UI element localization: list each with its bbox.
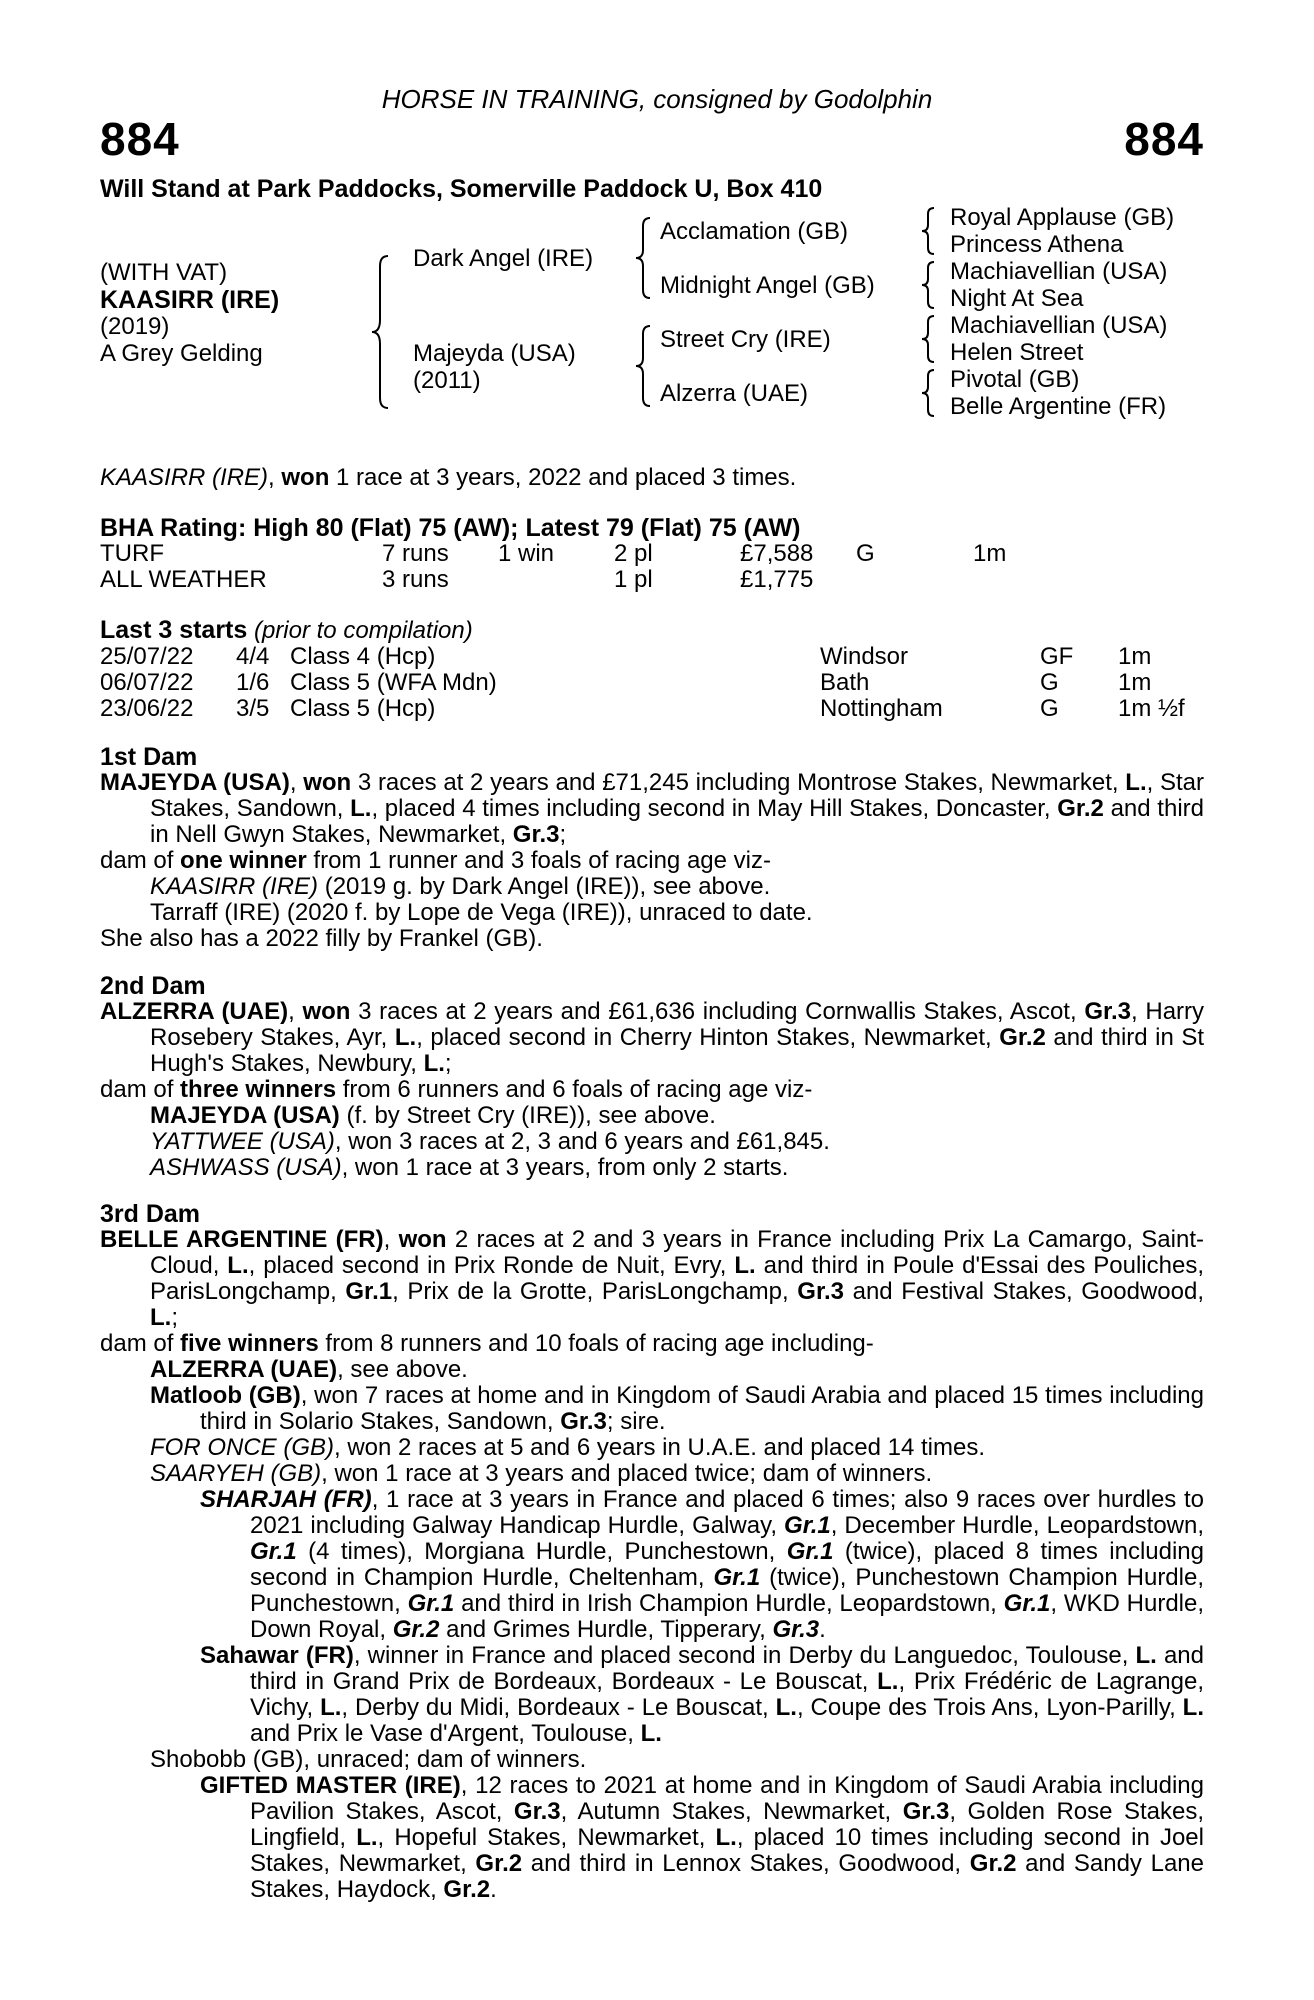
rating-title: BHA Rating: High 80 (Flat) 75 (AW); Latest 79 (Flat) 75 (AW) <box>100 514 801 542</box>
last-starts-heading <box>100 617 1204 644</box>
progeny-item: ALZERRA (UAE), see above. <box>150 1356 468 1383</box>
pedigree-brace-g4-4 <box>920 368 938 418</box>
progeny-item: SAARYEH (GB), won 1 race at 3 years and placed twice; dam of winners. <box>150 1460 933 1487</box>
stand-location: Will Stand at Park Paddocks, Somerville Paddock U, Box 410 <box>100 175 823 203</box>
pedigree-dam-dam: Alzerra (UAE) <box>660 380 809 407</box>
start-going: GF <box>1040 643 1074 670</box>
progeny-item: Tarraff (IRE) (2020 f. by Lope de Vega (IRE)), unraced to date. <box>150 899 813 926</box>
lot-number-right: 884 <box>1124 113 1204 165</box>
start-race: Class 4 (Hcp) <box>290 643 436 670</box>
rating-placed: 1 pl <box>614 566 653 593</box>
vat-label: (WITH VAT) <box>100 259 228 286</box>
progeny-item: MAJEYDA (USA) (f. by Street Cry (IRE)), see above. <box>150 1102 716 1129</box>
second-dam-heading: 2nd Dam <box>100 972 206 1000</box>
pedigree-dam-sire: Street Cry (IRE) <box>660 326 831 353</box>
start-row <box>100 670 1204 696</box>
start-course: Nottingham <box>820 695 943 722</box>
first-dam-heading: 1st Dam <box>100 743 198 771</box>
grand-progeny-item: GIFTED MASTER (IRE), 12 races to 2021 at home and in Kingdom of Saudi Arabia including Pavilion Stakes, Ascot, Gr.3, Autumn Stakes, Newmarket, Gr.3, Golden Rose Stakes, Lingfield, L., Hopeful Stakes, Newmarket, L., placed 10 times including second in Joel Stakes, Newmarket, Gr.2 and third in Lennox Stakes, Goodwood, Gr.2 and Sandy Lane Stakes, Haydock, Gr.2. <box>200 1772 1205 1903</box>
start-going: G <box>1040 669 1059 696</box>
progeny-item: KAASIRR (IRE) (2019 g. by Dark Angel (IRE)), see above. <box>150 873 771 900</box>
progeny-item: YATTWEE (USA), won 3 races at 2, 3 and 6 years and £61,845. <box>150 1128 830 1155</box>
start-going: G <box>1040 695 1059 722</box>
start-race: Class 5 (WFA Mdn) <box>290 669 497 696</box>
first-dam-section <box>100 744 1204 952</box>
horse-description: A Grey Gelding <box>100 340 263 367</box>
last-starts-note: (prior to compilation) <box>247 617 473 644</box>
rating-going: G <box>856 540 875 567</box>
start-date: 06/07/22 <box>100 669 194 696</box>
rating-row <box>100 541 1204 567</box>
rating-section <box>100 515 1204 593</box>
progeny-item: ASHWASS (USA), won 1 race at 3 years, from only 2 starts. <box>150 1154 789 1181</box>
pedigree-brace-dam <box>634 324 654 408</box>
pedigree-g4-6: Helen Street <box>950 339 1084 366</box>
pedigree-g4-7: Pivotal (GB) <box>950 366 1080 393</box>
start-distance: 1m ½f <box>1118 695 1185 722</box>
summary-won: won <box>281 464 330 491</box>
start-date: 25/07/22 <box>100 643 194 670</box>
third-dam-record: BELLE ARGENTINE (FR), won 2 races at 2 and 3 years in France including Prix La Camargo, Saint-Cloud, L., placed second in Prix Ronde de Nuit, Evry, L. and third in Poule d'Essai des Pouliches, ParisLongchamp, Gr.1, Prix de la Grotte, ParisLongchamp, Gr.3 and Festival Stakes, Goodwood, L.; <box>100 1226 1204 1331</box>
start-race: Class 5 (Hcp) <box>290 695 436 722</box>
pedigree-sire-sire: Acclamation (GB) <box>660 218 849 245</box>
third-dam-heading: 3rd Dam <box>100 1200 201 1228</box>
pedigree-g4-1: Royal Applause (GB) <box>950 204 1175 231</box>
start-course: Windsor <box>820 643 909 670</box>
pedigree-g4-4: Night At Sea <box>950 285 1084 312</box>
rating-distance: 1m <box>973 540 1007 567</box>
second-dam-progeny-intro: dam of three winners from 6 runners and 6 foals of racing age viz- <box>100 1076 813 1103</box>
rating-wins: 1 win <box>498 540 555 567</box>
start-course: Bath <box>820 669 870 696</box>
rating-runs: 3 runs <box>382 566 449 593</box>
start-distance: 1m <box>1118 643 1152 670</box>
pedigree-g4-8: Belle Argentine (FR) <box>950 393 1167 420</box>
pedigree-g4-3: Machiavellian (USA) <box>950 258 1168 285</box>
grand-progeny-item: Sahawar (FR), winner in France and placed second in Derby du Languedoc, Toulouse, L. and third in Grand Prix de Bordeaux, Bordeaux - Le Bouscat, L., Prix Frédéric de Lagrange, Vichy, L., Derby du Midi, Bordeaux - Le Bouscat, L., Coupe des Trois Ans, Lyon-Parilly, L. and Prix le Vase d'Argent, Toulouse, L. <box>200 1642 1205 1747</box>
progeny-item: Shobobb (GB), unraced; dam of winners. <box>150 1746 587 1773</box>
start-row <box>100 696 1204 722</box>
second-dam-record: ALZERRA (UAE), won 3 races at 2 years and £61,636 including Cornwallis Stakes, Ascot, Gr.3, Harry Rosebery Stakes, Ayr, L., placed second in Cherry Hinton Stakes, Newmarket, Gr.2 and third in St Hugh's Stakes, Newbury, L.; <box>100 998 1205 1077</box>
horse-name: KAASIRR (IRE) <box>100 286 280 314</box>
pedigree-brace-main <box>370 254 394 410</box>
pedigree-brace-g4-3 <box>920 314 938 364</box>
progeny-item: Matloob (GB), won 7 races at home and in Kingdom of Saudi Arabia and placed 15 times including third in Solario Stakes, Sandown, Gr.3; sire. <box>150 1382 1204 1435</box>
rating-prize: £1,775 <box>740 566 814 593</box>
rating-placed: 2 pl <box>614 540 653 567</box>
start-distance: 1m <box>1118 669 1152 696</box>
summary-horse-name: KAASIRR (IRE) <box>100 464 269 491</box>
grand-progeny-item: SHARJAH (FR), 1 race at 3 years in France and placed 6 times; also 9 races over hurdles to 2021 including Galway Handicap Hurdle, Galway, Gr.1, December Hurdle, Leopardstown, Gr.1 (4 times), Morgiana Hurdle, Punchestown, Gr.1 (twice), placed 8 times including second in Champion Hurdle, Cheltenham, Gr.1 (twice), Punchestown Champion Hurdle, Punchestown, Gr.1 and third in Irish Champion Hurdle, Leopardstown, Gr.1, WKD Hurdle, Down Royal, Gr.2 and Grimes Hurdle, Tipperary, Gr.3. <box>200 1486 1205 1643</box>
rating-row <box>100 567 1204 593</box>
pedigree-dam: Majeyda (USA) <box>413 340 576 367</box>
start-position: 4/4 <box>236 643 270 670</box>
rating-surface: TURF <box>100 540 164 567</box>
first-dam-progeny-intro: dam of one winner from 1 runner and 3 foals of racing age viz- <box>100 847 771 874</box>
consignment-line: HORSE IN TRAINING, consigned by Godolphin <box>381 84 933 114</box>
rating-prize: £7,588 <box>740 540 814 567</box>
start-position: 1/6 <box>236 669 270 696</box>
second-dam-section <box>100 973 1204 1181</box>
start-date: 23/06/22 <box>100 695 194 722</box>
first-dam-record: MAJEYDA (USA), won 3 races at 2 years and £71,245 including Montrose Stakes, Newmarket, L., Star Stakes, Sandown, L., placed 4 times including second in May Hill Stakes, Doncaster, Gr.2 and third in Nell Gwyn Stakes, Newmarket, Gr.3; <box>100 769 1205 848</box>
last-starts-section <box>100 617 1204 722</box>
start-position: 3/5 <box>236 695 270 722</box>
pedigree-dam-year: (2011) <box>413 367 481 394</box>
third-dam-progeny-intro: dam of five winners from 8 runners and 10 foals of racing age including- <box>100 1330 874 1357</box>
start-row <box>100 644 1204 670</box>
first-dam-note: She also has a 2022 filly by Frankel (GB). <box>100 925 543 952</box>
pedigree-brace-sire <box>634 216 654 300</box>
pedigree-g4-5: Machiavellian (USA) <box>950 312 1168 339</box>
pedigree-brace-g4-2 <box>920 260 938 310</box>
horse-year: (2019) <box>100 313 170 340</box>
summary-text: 1 race at 3 years, 2022 and placed 3 times. <box>329 464 797 491</box>
pedigree-g4-2: Princess Athena <box>950 231 1124 258</box>
pedigree-sire: Dark Angel (IRE) <box>413 245 594 272</box>
rating-surface: ALL WEATHER <box>100 566 267 593</box>
rating-runs: 7 runs <box>382 540 449 567</box>
progeny-item: FOR ONCE (GB), won 2 races at 5 and 6 years in U.A.E. and placed 14 times. <box>150 1434 986 1461</box>
race-summary: KAASIRR (IRE), won 1 race at 3 years, 2022 and placed 3 times. <box>100 464 797 491</box>
lot-number-left: 884 <box>100 113 180 165</box>
pedigree-sire-dam: Midnight Angel (GB) <box>660 272 875 299</box>
last-starts-title: Last 3 starts <box>100 616 248 644</box>
third-dam-section <box>100 1201 1204 1903</box>
pedigree-brace-g4-1 <box>920 206 938 256</box>
